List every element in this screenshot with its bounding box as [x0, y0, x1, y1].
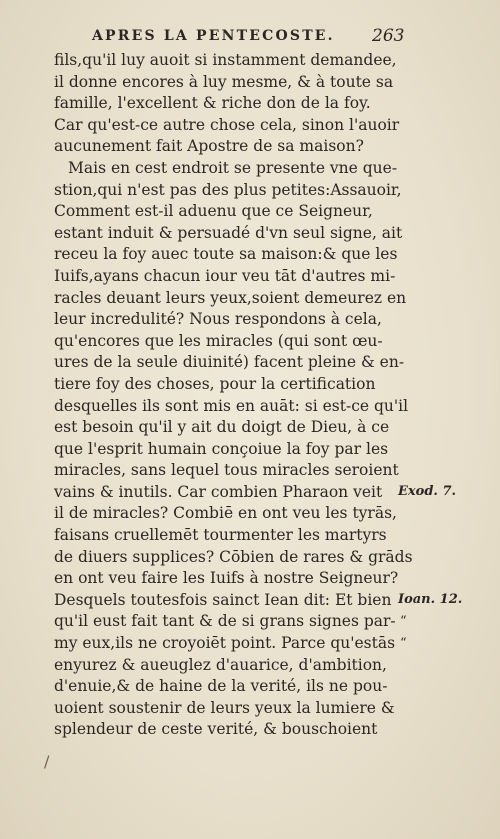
margin-quote-mark: “: [400, 636, 407, 651]
page-number: 263: [372, 26, 405, 46]
text-line: splendeur de ceste verité, & bouschoient: [54, 720, 378, 739]
text-line: Desquels toutesfois sainct Iean dit: Et bien: [54, 590, 392, 609]
text-line: Car qu'est-ce autre chose cela, sinon l'auoir: [54, 115, 400, 134]
margin-quote-mark: “: [400, 614, 407, 629]
margin-note-exod: Exod. 7.: [398, 484, 457, 499]
text-line: receu la foy auec toute sa maison:& que les: [54, 245, 398, 264]
text-line: de diuers supplices? Cōbien de rares & grāds: [54, 547, 413, 566]
body-text: [54, 50, 413, 741]
text-line: qu'il eust fait tant & de si grans signes par-: [54, 612, 396, 631]
text-line: enyurez & aueuglez d'auarice, d'ambition,: [54, 655, 387, 674]
text-line: il donne encores à luy mesme, & à toute sa: [54, 72, 394, 91]
text-line: uoient soustenir de leurs yeux la lumiere &: [54, 698, 395, 717]
text-line: Mais en cest endroit se presente vne que-: [68, 158, 398, 177]
text-line: que l'esprit humain conçoiue la foy par les: [54, 439, 389, 458]
text-line: Iuifs,ayans chacun iour veu tāt d'autres mi-: [54, 266, 396, 285]
text-line: d'enuie,& de haine de la verité, ils ne pou-: [54, 677, 388, 696]
text-line: il de miracles? Combiē en ont veu les tyrās,: [54, 504, 397, 523]
text-line: leur incredulité? Nous respondons à cela,: [54, 310, 382, 329]
page-header: [92, 26, 412, 50]
text-line: faisans cruellemēt tourmenter les martyrs: [54, 526, 387, 545]
text-line: en ont veu faire les Iuifs à nostre Seigneur?: [54, 569, 399, 588]
text-line: vains & inutils. Car combien Pharaon veit: [54, 482, 383, 501]
text-line: my eux,ils ne croyoiēt point. Parce qu'estās: [54, 634, 396, 653]
margin-note-ioan: Ioan. 12.: [398, 592, 463, 607]
text-line: aucunement fait Apostre de sa maison?: [54, 137, 364, 156]
text-line: desquelles ils sont mis en auāt: si est-ce qu'il: [54, 396, 409, 415]
text-line: fils,qu'il luy auoit si instamment demandee,: [54, 51, 397, 69]
stray-ink-mark: /: [44, 752, 50, 771]
text-line: stion,qui n'est pas des plus petites:Assauoir,: [54, 180, 402, 199]
text-line: Comment est-il aduenu que ce Seigneur,: [54, 202, 373, 221]
text-line: racles deuant leurs yeux,soient demeurez en: [54, 288, 407, 307]
running-title: APRES LA PENTECOSTE.: [92, 28, 335, 44]
text-line: estant induit & persuadé d'vn seul signe, ait: [54, 223, 403, 242]
text-line: miracles, sans lequel tous miracles seroient: [54, 461, 399, 480]
text-line: ures de la seule diuinité) facent pleine & en-: [54, 353, 405, 372]
text-line: famille, l'excellent & riche don de la foy.: [54, 94, 371, 113]
text-line: qu'encores que les miracles (qui sont œu-: [54, 331, 383, 350]
text-line: tiere foy des choses, pour la certification: [54, 374, 376, 393]
text-line: est besoin qu'il y ait du doigt de Dieu, à ce: [54, 418, 390, 437]
